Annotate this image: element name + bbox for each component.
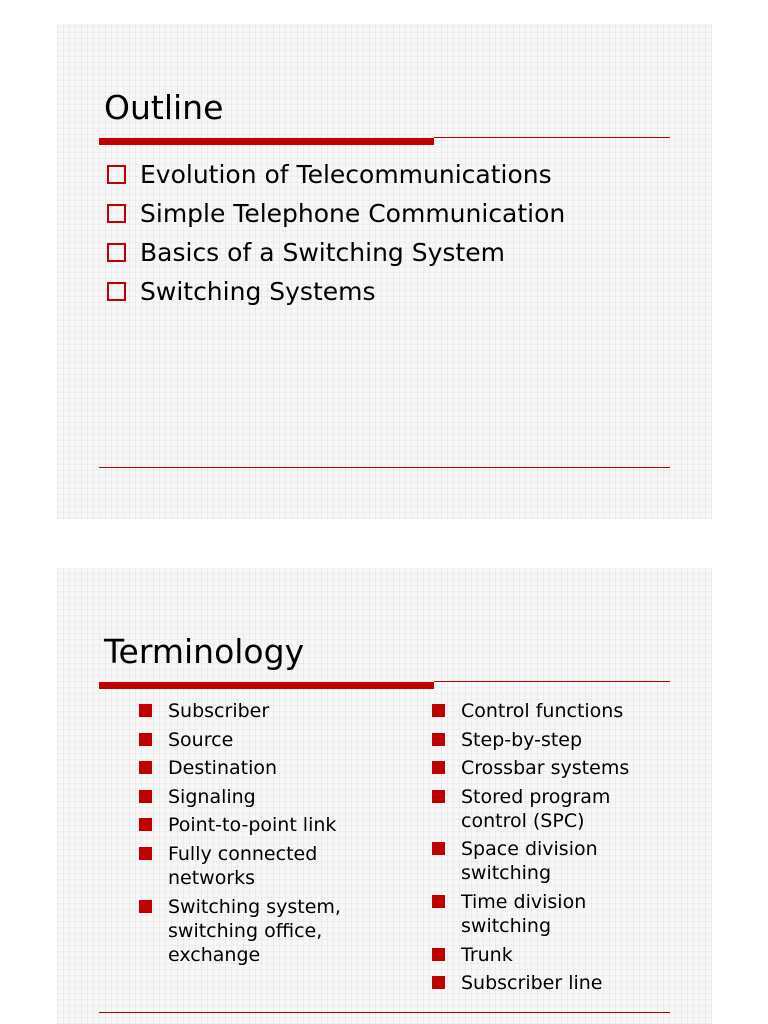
term-item: Step-by-step <box>432 728 672 752</box>
outline-list <box>107 155 565 311</box>
filled-square-bullet-icon <box>432 704 445 717</box>
filled-square-bullet-icon <box>139 704 152 717</box>
filled-square-bullet-icon <box>139 818 152 831</box>
slide-title: Terminology <box>104 632 305 671</box>
term-item: Trunk <box>432 943 672 967</box>
slide-title: Outline <box>104 88 224 127</box>
title-underline-bar <box>99 682 434 689</box>
filled-square-bullet-icon <box>432 948 445 961</box>
filled-square-bullet-icon <box>432 761 445 774</box>
outline-item: Simple Telephone Communication <box>107 194 565 233</box>
footer-line <box>99 1012 670 1013</box>
hollow-square-bullet-icon <box>107 282 126 301</box>
term-item: Point-to-point link <box>139 813 369 837</box>
terminology-list-left <box>139 699 369 971</box>
term-item: Subscriber line <box>432 971 672 995</box>
term-item: Signaling <box>139 785 369 809</box>
hollow-square-bullet-icon <box>107 204 126 223</box>
title-underline-line <box>434 681 670 682</box>
terminology-list-right <box>432 699 672 1000</box>
filled-square-bullet-icon <box>139 733 152 746</box>
filled-square-bullet-icon <box>432 895 445 908</box>
filled-square-bullet-icon <box>432 733 445 746</box>
outline-item: Switching Systems <box>107 272 565 311</box>
filled-square-bullet-icon <box>139 900 152 913</box>
outline-item: Evolution of Telecommunications <box>107 155 565 194</box>
filled-square-bullet-icon <box>139 790 152 803</box>
filled-square-bullet-icon <box>432 790 445 803</box>
term-item: Stored program control (SPC) <box>432 785 672 833</box>
slide-outline <box>57 24 712 519</box>
term-item: Subscriber <box>139 699 369 723</box>
filled-square-bullet-icon <box>432 976 445 989</box>
hollow-square-bullet-icon <box>107 243 126 262</box>
term-item: Fully connected networks <box>139 842 369 890</box>
hollow-square-bullet-icon <box>107 165 126 184</box>
slide-terminology <box>57 568 712 1024</box>
term-item: Control functions <box>432 699 672 723</box>
filled-square-bullet-icon <box>432 842 445 855</box>
filled-square-bullet-icon <box>139 761 152 774</box>
filled-square-bullet-icon <box>139 847 152 860</box>
term-item: Switching system, switching office, exchange <box>139 895 369 967</box>
term-item: Space division switching <box>432 837 672 885</box>
term-item: Destination <box>139 756 369 780</box>
outline-item: Basics of a Switching System <box>107 233 565 272</box>
title-underline-line <box>434 137 670 138</box>
term-item: Crossbar systems <box>432 756 672 780</box>
term-item: Time division switching <box>432 890 672 938</box>
footer-line <box>99 467 670 468</box>
title-underline-bar <box>99 138 434 145</box>
term-item: Source <box>139 728 369 752</box>
